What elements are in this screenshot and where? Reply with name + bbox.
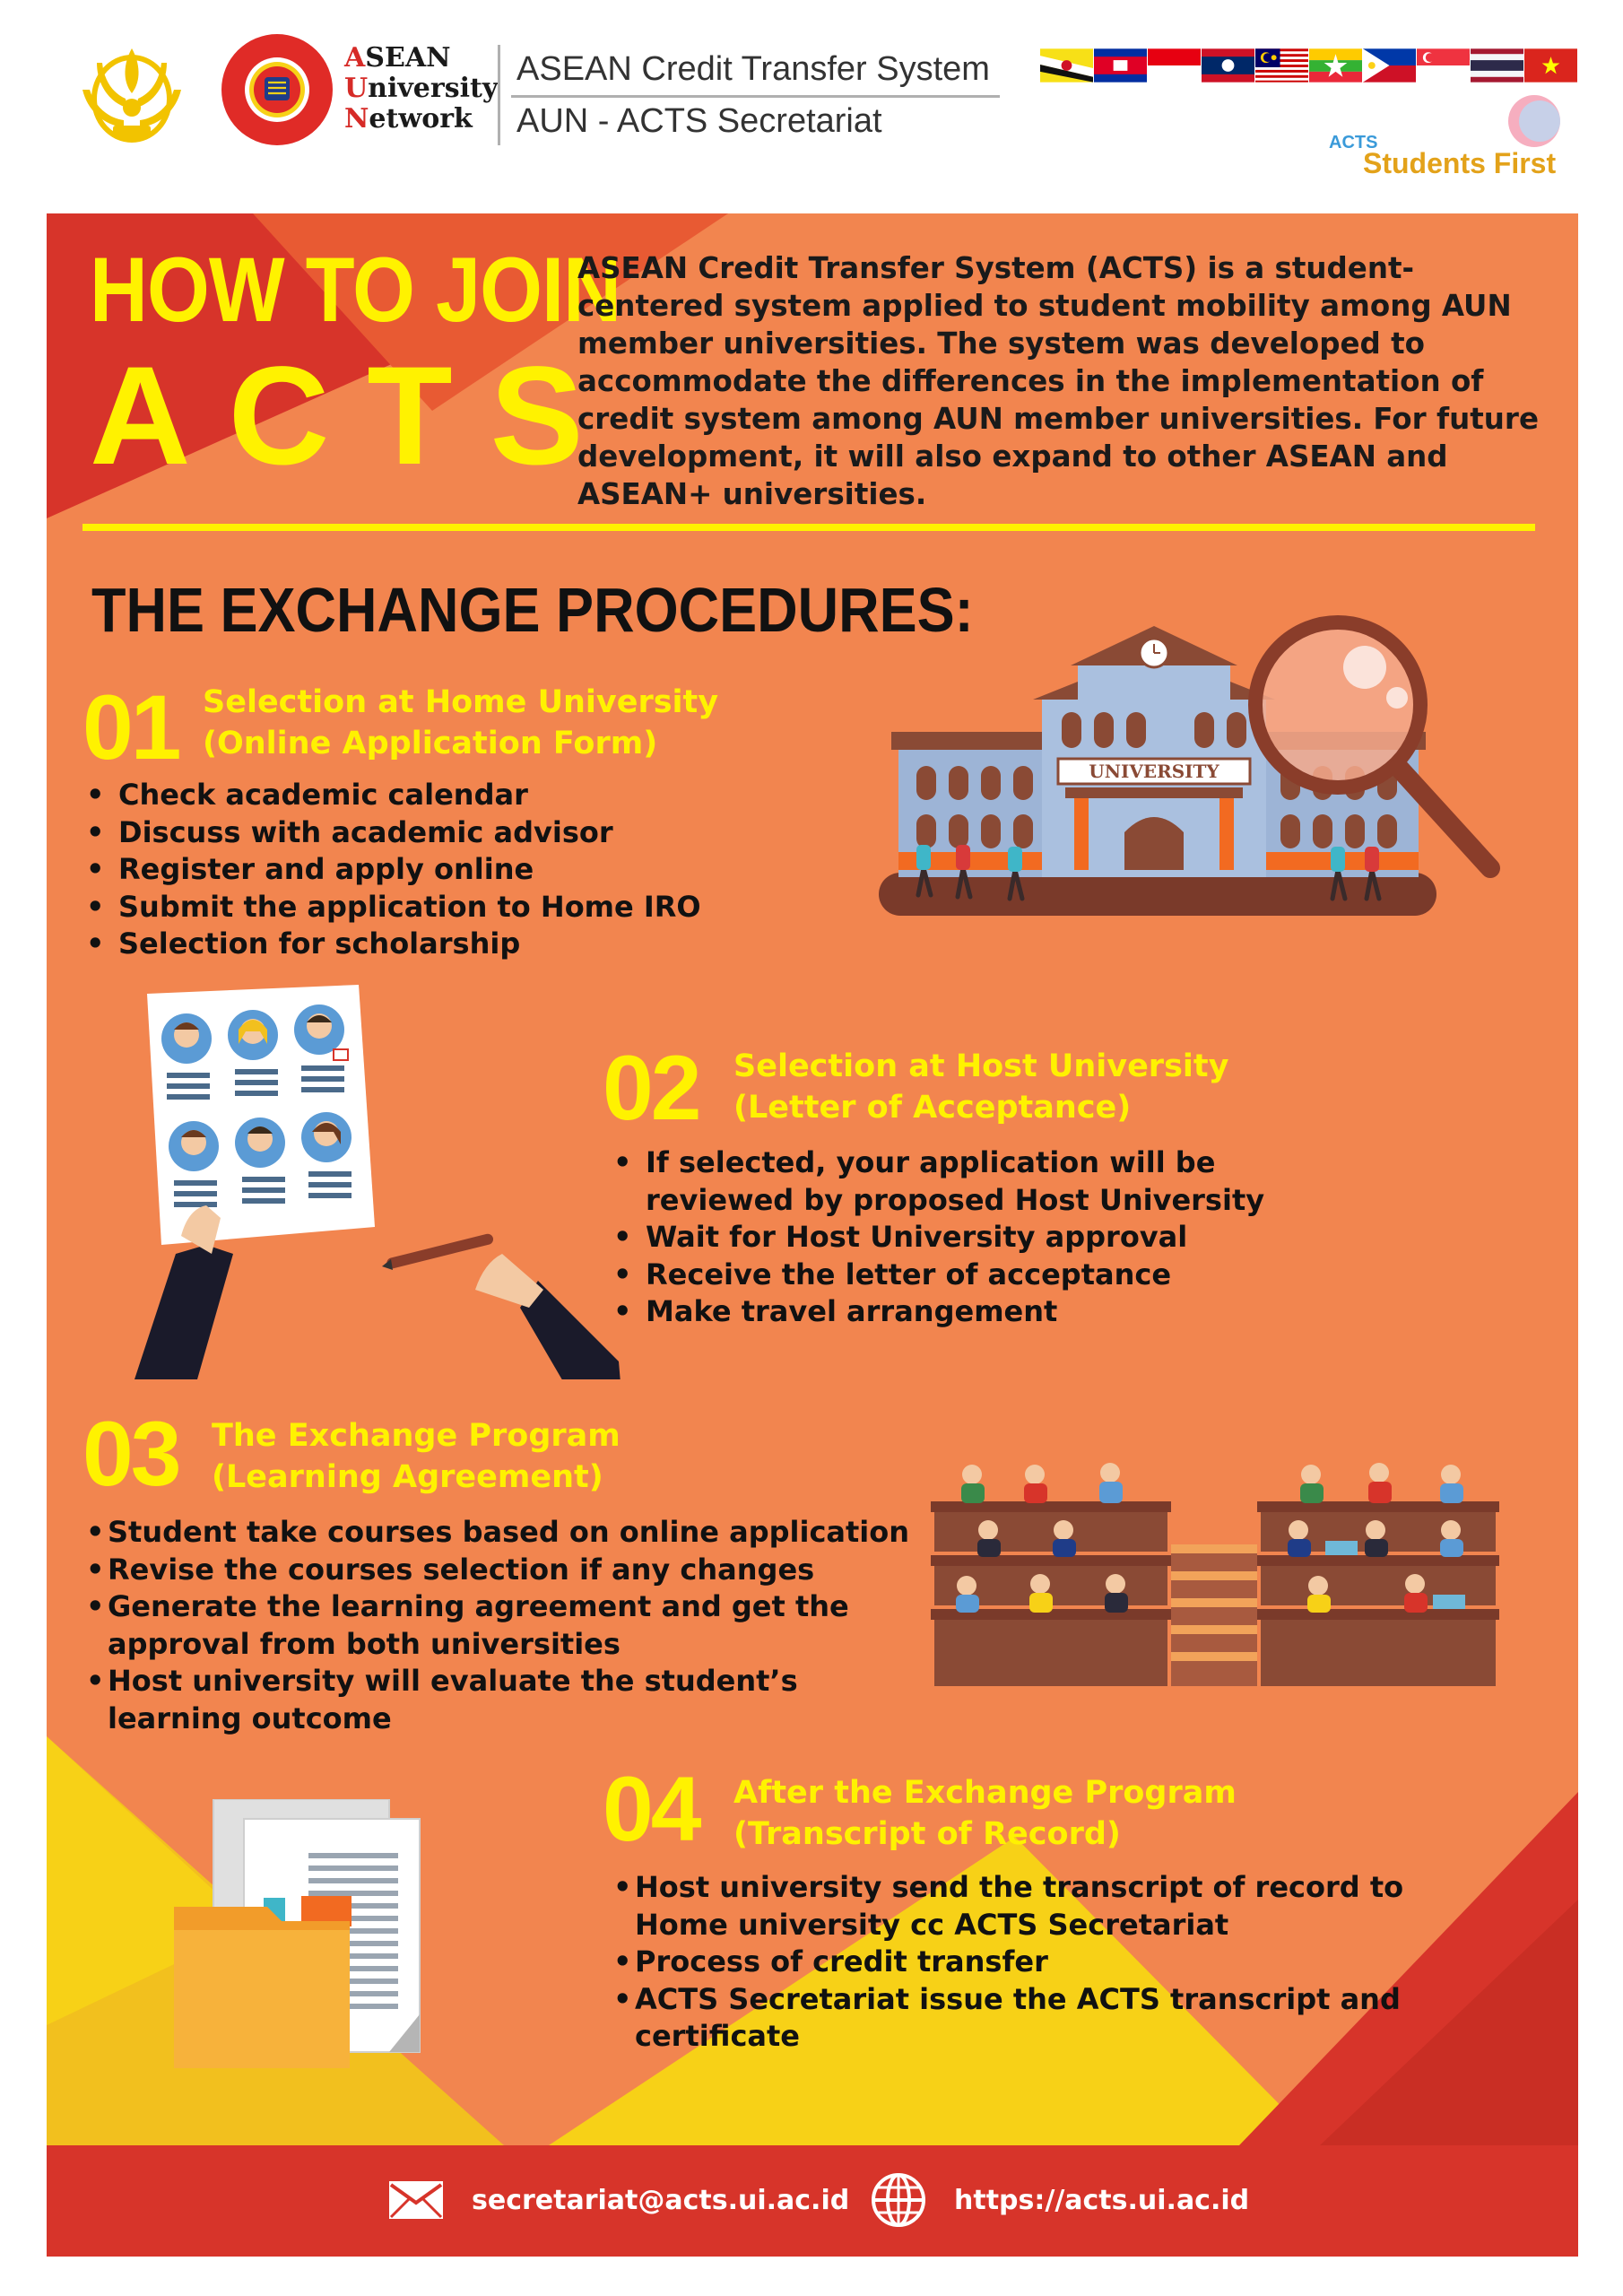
step-01-subtitle: (Online Application Form) — [203, 726, 658, 761]
documents-folder-illustration — [174, 1799, 488, 2086]
email-address[interactable]: secretariat@acts.ui.ac.id — [472, 2184, 850, 2216]
step-04-number: 04 — [603, 1758, 699, 1860]
secretariat-title: AUN - ACTS Secretariat — [516, 102, 882, 140]
step-01-number: 01 — [82, 676, 179, 778]
step-03-subtitle: (Learning Agreement) — [212, 1459, 603, 1495]
step-04-list — [613, 1869, 1555, 2056]
list-item: • Submit the application to Home IRO — [82, 889, 746, 926]
step-02-number: 02 — [603, 1037, 699, 1139]
list-item: • ACTS Secretariat issue the ACTS transcript and certificate — [613, 1981, 1555, 2056]
step-03-list — [86, 1514, 947, 1737]
footer-email[interactable] — [387, 2169, 849, 2231]
header — [0, 0, 1623, 213]
list-item: • Host university will evaluate the student’s learning outcome — [86, 1663, 929, 1737]
header-divider-vertical — [498, 45, 500, 145]
list-item: • Revise the courses selection if any changes — [86, 1552, 947, 1589]
header-divider-horizontal — [511, 95, 1000, 98]
asean-flags — [1040, 48, 1578, 83]
vietnam-flag — [1524, 48, 1578, 83]
list-item: • Generate the learning agreement and get the approval from both universities — [86, 1588, 857, 1663]
aun-logo — [220, 32, 334, 147]
system-title: ASEAN Credit Transfer System — [516, 50, 990, 88]
step-02-title: Selection at Host University — [733, 1048, 1229, 1084]
step-03-title: The Exchange Program — [212, 1418, 621, 1454]
badge-students-first: Students First — [1363, 147, 1557, 179]
logo-circle-blue — [1519, 100, 1560, 142]
poster — [47, 213, 1578, 2257]
list-item: • Wait for Host University approval — [610, 1219, 1417, 1257]
list-item: • Discuss with academic advisor — [82, 814, 746, 852]
step-02-list — [610, 1144, 1417, 1331]
hero-title-acts: ACTS — [90, 338, 621, 494]
website-url[interactable]: https://acts.ui.ac.id — [954, 2184, 1250, 2216]
laos-flag — [1202, 48, 1255, 83]
procedures-title: THE EXCHANGE PROCEDURES: — [91, 575, 974, 645]
badge-acts-label: ACTS — [1329, 133, 1378, 152]
aun-wordmark: ASEAN University Network — [344, 42, 499, 135]
university-sign-text: UNIVERSITY — [1089, 761, 1219, 782]
myanmar-flag — [1309, 48, 1363, 83]
list-item: • Selection for scholarship — [82, 926, 746, 963]
intro-paragraph: ASEAN Credit Transfer System (ACTS) is a student-centered system applied to student mobility among AUN member universities. The system was developed to accommodate the differences in the implementation of credit system among AUN member universities. For future development, it will also expand to other ASEAN and ASEAN+ universities. — [577, 251, 1539, 511]
globe-icon — [870, 2171, 927, 2229]
step-04-subtitle: (Transcript of Record) — [733, 1816, 1121, 1852]
step-03-number: 03 — [82, 1403, 179, 1505]
universitas-indonesia-logo — [70, 36, 194, 149]
yellow-divider — [82, 524, 1535, 531]
envelope-icon — [387, 2179, 445, 2221]
step-02-subtitle: (Letter of Acceptance) — [733, 1090, 1132, 1126]
step-04-title: After the Exchange Program — [733, 1775, 1237, 1811]
hero-title-line1: HOW TO JOIN — [90, 239, 621, 341]
step-01-list — [82, 777, 746, 963]
footer-website[interactable] — [870, 2169, 1249, 2231]
list-item: • Process of credit transfer — [613, 1944, 1555, 1981]
university-building-illustration — [872, 599, 1517, 931]
list-item: • Student take courses based on online application — [86, 1514, 947, 1552]
lecture-hall-illustration — [931, 1458, 1505, 1692]
application-form-illustration — [135, 985, 637, 1379]
list-item: • Check academic calendar — [82, 777, 746, 814]
list-item: • Make travel arrangement — [610, 1293, 1417, 1331]
list-item: • If selected, your application will be reviewed by proposed Host University — [610, 1144, 1309, 1219]
list-item: • Register and apply online — [82, 851, 746, 889]
philippines-flag — [1363, 48, 1417, 83]
thailand-flag — [1471, 48, 1524, 83]
brunei-flag — [1040, 48, 1094, 83]
list-item: • Receive the letter of acceptance — [610, 1257, 1417, 1294]
step-01-title: Selection at Home University — [203, 684, 719, 720]
students-first-logo — [1318, 95, 1578, 194]
list-item: • Host university send the transcript of record to Home university cc ACTS Secretariat — [613, 1869, 1474, 1944]
cambodia-flag — [1094, 48, 1148, 83]
malaysia-flag — [1255, 48, 1309, 83]
singapore-flag — [1417, 48, 1471, 83]
indonesia-flag — [1148, 48, 1202, 83]
